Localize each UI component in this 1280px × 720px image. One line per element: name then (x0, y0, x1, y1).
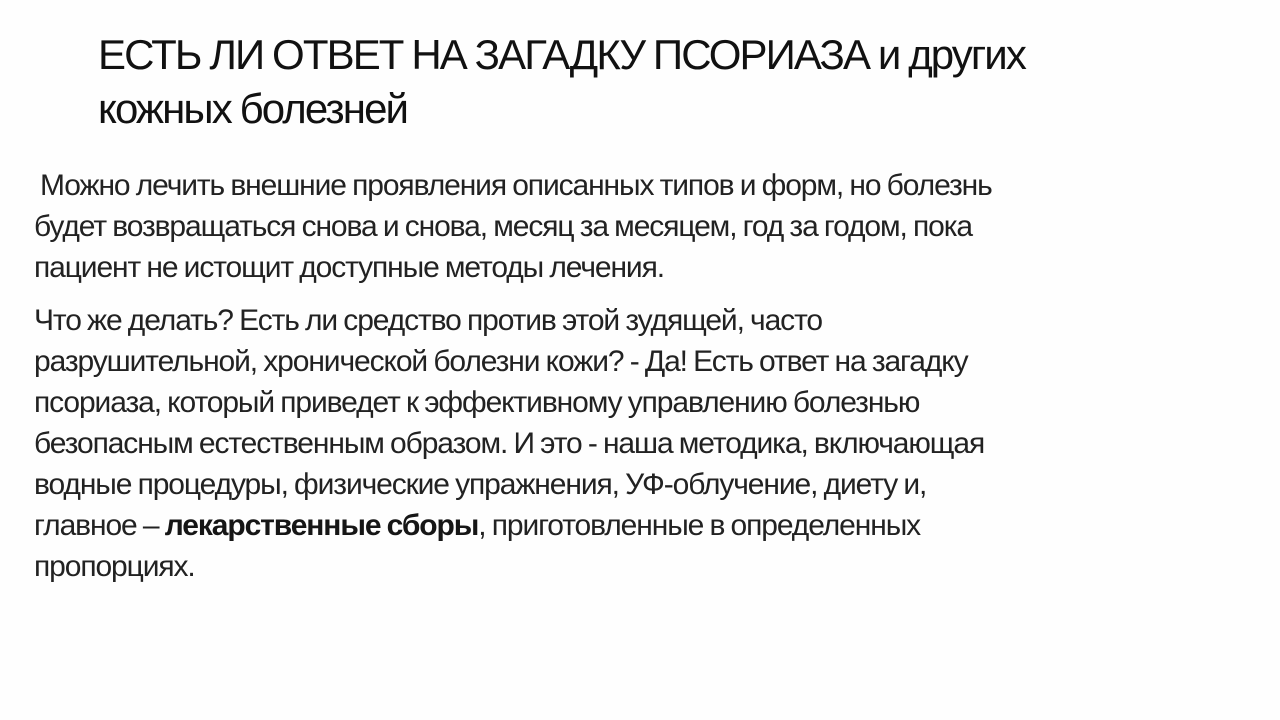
paragraph-2-line-6-start: главное – (34, 509, 165, 542)
paragraph-2-line-6-end: , приготовленные в определенных (478, 509, 921, 542)
paragraph-2-line-2: разрушительной, хронической болезни кожи? - Да! Есть ответ на загадку (34, 345, 968, 378)
paragraph-1-line-2: будет возвращаться снова и снова, месяц за месяцем, год за годом, пока (34, 210, 972, 243)
emphasis-herbal-collections: лекарственные сборы (164, 509, 479, 542)
paragraph-2-line-7: пропорциях. (34, 550, 195, 583)
paragraph-1 (34, 165, 1244, 288)
paragraph-1-line-1: Можно лечить внешние проявления описанных типов и форм, но болезнь (40, 169, 992, 202)
paragraph-2-line-5: водные процедуры, физические упражнения, УФ-облучение, диету и, (34, 468, 927, 501)
slide-title-line-1: ЕСТЬ ЛИ ОТВЕТ НА ЗАГАДКУ ПСОРИАЗА и других (98, 31, 1025, 78)
paragraph-1-line-3: пациент не истощит доступные методы лечения. (34, 251, 664, 284)
paragraph-2-line-4: безопасным естественным образом. И это - наша методика, включающая (34, 427, 985, 460)
paragraph-2 (34, 300, 1244, 587)
slide-title-line-2: кожных болезней (98, 85, 408, 132)
paragraph-2-line-3: псориаза, который приведет к эффективному управлению болезнью (34, 386, 920, 419)
paragraph-2-line-1: Что же делать? Есть ли средство против этой зудящей, часто (34, 304, 822, 337)
slide-title (98, 28, 1218, 136)
